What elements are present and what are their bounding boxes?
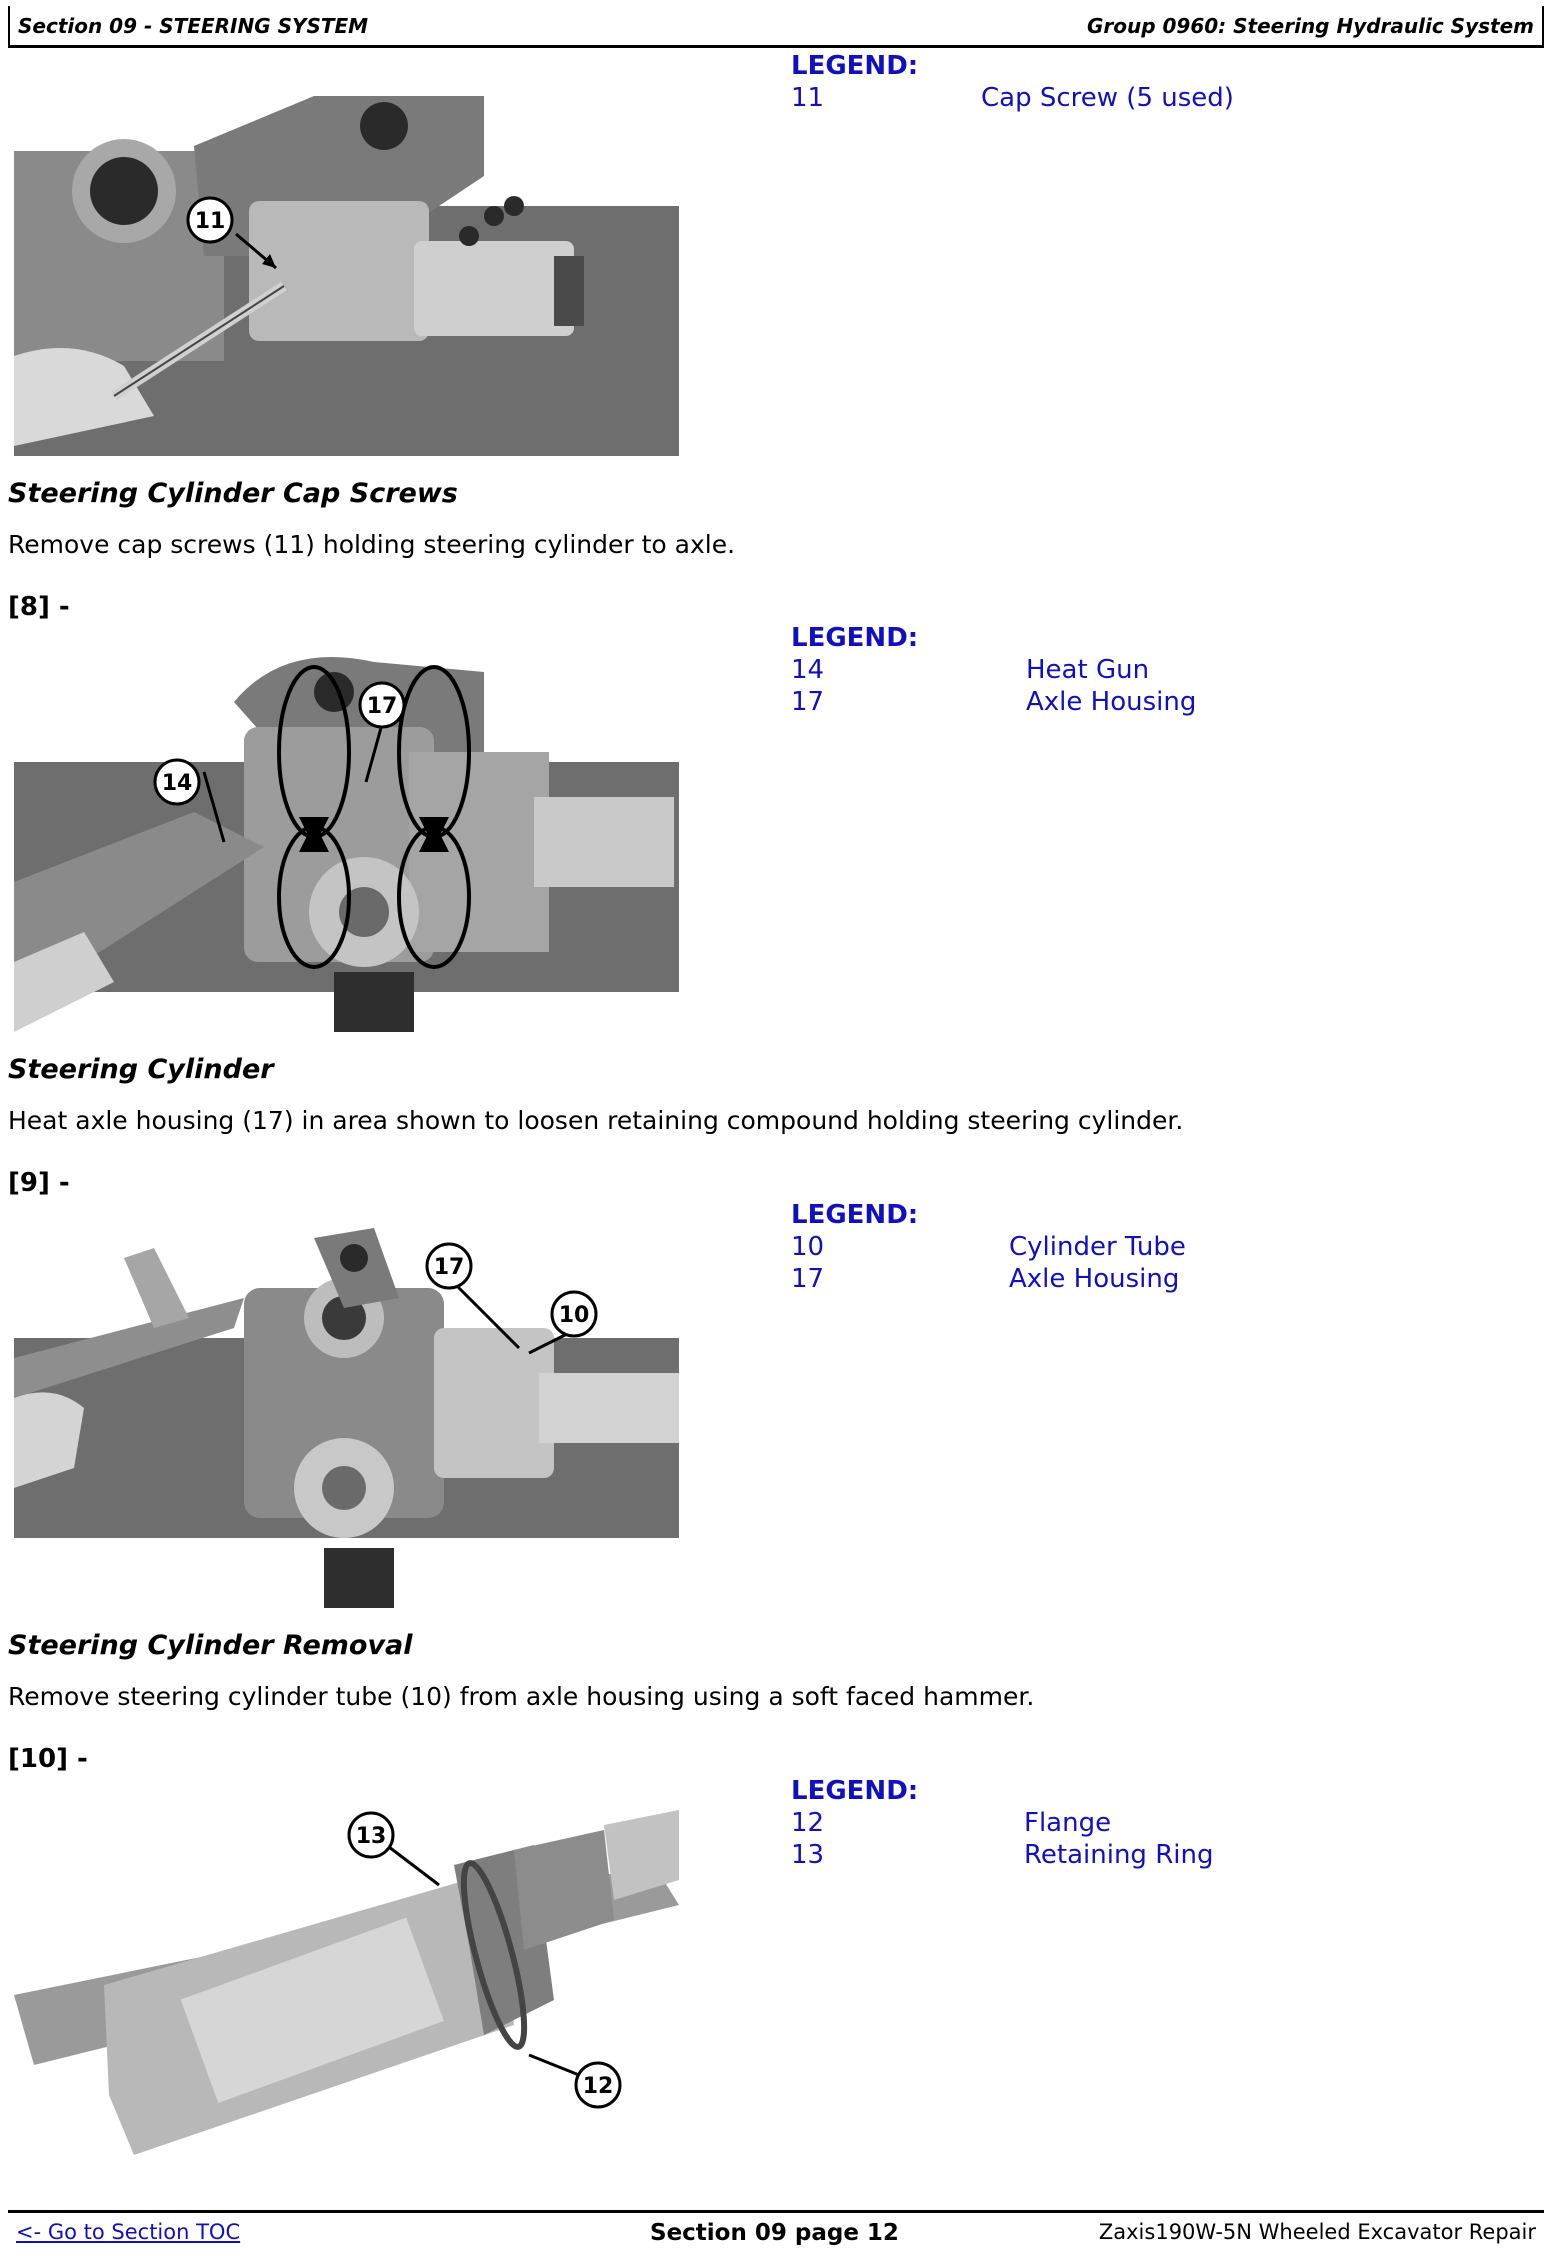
heat-gun-photo: [14, 632, 679, 1032]
document-title: Zaxis190W-5N Wheeled Excavator Repair: [1098, 2220, 1536, 2244]
legend-number: 11: [791, 83, 825, 113]
callout-label: 10: [558, 1303, 590, 1328]
legend-number: 17: [791, 1264, 825, 1294]
legend-row: [791, 1231, 1186, 1263]
figure-caption: Steering Cylinder Removal: [8, 1630, 413, 1661]
cap-screws-photo: [14, 56, 679, 456]
legend-number: 10: [791, 1232, 825, 1262]
legend: [791, 50, 1234, 114]
legend-title: LEGEND:: [791, 623, 919, 653]
legend-description: Cap Screw (5 used): [981, 83, 1234, 113]
instruction-text: Remove steering cylinder tube (10) from axle housing using a soft faced hammer.: [8, 1682, 1035, 1711]
step-number: [8] -: [8, 592, 70, 622]
legend-row: [791, 1807, 1112, 1839]
figure-caption: Steering Cylinder: [8, 1054, 274, 1085]
callout-label: 14: [161, 771, 193, 796]
legend-title: LEGEND:: [791, 51, 919, 81]
legend-row: [791, 1839, 1214, 1871]
instruction-text: Remove cap screws (11) holding steering cylinder to axle.: [8, 530, 736, 559]
legend-description: Heat Gun: [1026, 655, 1150, 685]
cylinder-removal-photo: [14, 1208, 679, 1608]
legend-row: [791, 654, 1150, 686]
legend-row: [791, 686, 1197, 718]
legend: [791, 1775, 1214, 1871]
legend-description: Flange: [1024, 1808, 1112, 1838]
callout-label: 11: [194, 209, 226, 234]
step-number: [9] -: [8, 1168, 70, 1198]
callout-label: 13: [355, 1824, 387, 1849]
step-number: [10] -: [8, 1744, 88, 1774]
legend: [791, 1199, 1186, 1295]
legend-title: LEGEND:: [791, 1200, 919, 1230]
legend-description: Cylinder Tube: [1009, 1232, 1186, 1262]
legend-description: Axle Housing: [1009, 1264, 1180, 1294]
instruction-text: Heat axle housing (17) in area shown to loosen retaining compound holding steering cylinder.: [8, 1106, 1184, 1135]
go-to-section-toc-link[interactable]: <- Go to Section TOC: [16, 2220, 241, 2244]
footer-divider: [8, 2210, 1544, 2213]
flange-retaining-ring-photo: [14, 1785, 679, 2185]
legend-title: LEGEND:: [791, 1776, 919, 1806]
callout-label: 17: [366, 694, 398, 719]
legend-row: [791, 82, 1234, 114]
figure-caption: Steering Cylinder Cap Screws: [8, 478, 458, 509]
legend-description: Retaining Ring: [1024, 1840, 1214, 1870]
legend-number: 12: [791, 1808, 825, 1838]
legend: [791, 622, 1197, 718]
legend-number: 13: [791, 1840, 825, 1870]
page-number: Section 09 page 12: [650, 2220, 899, 2246]
legend-row: [791, 1263, 1180, 1295]
callout-label: 12: [582, 2074, 614, 2099]
group-title: Group 0960: Steering Hydraulic System: [1086, 14, 1534, 38]
page-header: [8, 6, 1544, 48]
legend-number: 17: [791, 687, 825, 717]
callout-label: 17: [433, 1255, 465, 1280]
section-title: Section 09 - STEERING SYSTEM: [18, 14, 369, 38]
legend-description: Axle Housing: [1026, 687, 1197, 717]
legend-number: 14: [791, 655, 825, 685]
